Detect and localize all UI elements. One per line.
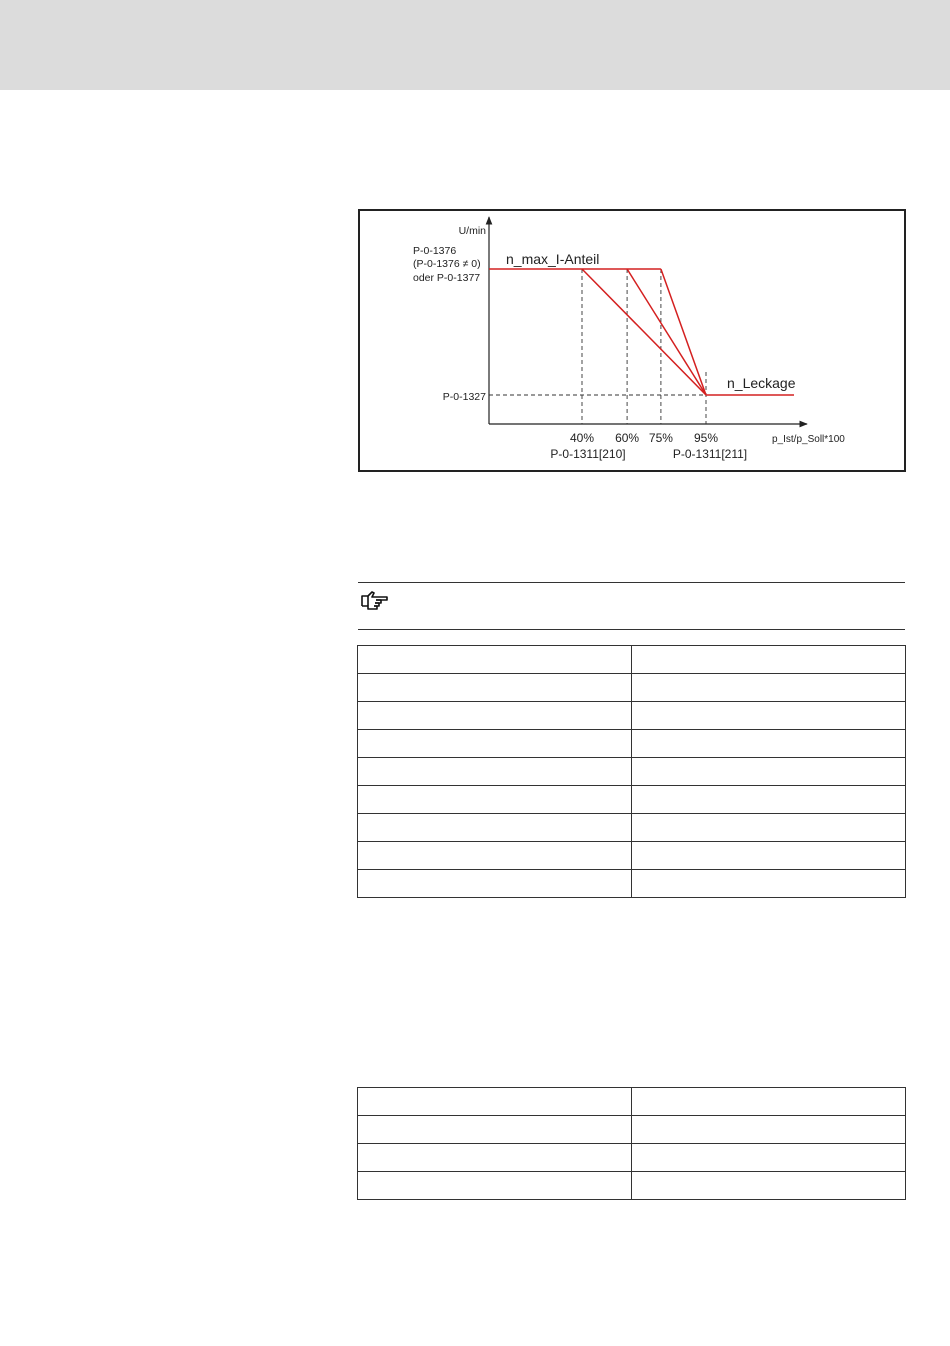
table-cell [632, 1144, 906, 1172]
table-cell [632, 842, 906, 870]
table-cell [358, 674, 632, 702]
y-tick-upper-3: oder P-0-1377 [413, 272, 481, 284]
table-cell [632, 674, 906, 702]
table-row [358, 730, 906, 758]
curve-descent-60 [627, 269, 706, 395]
table-cell [632, 646, 906, 674]
x-tick-label: 60% [615, 431, 640, 445]
y-tick-upper-2: (P-0-1376 ≠ 0) [413, 258, 481, 270]
table-row [358, 1088, 906, 1116]
annotation-n-leckage: n_Leckage [727, 375, 796, 391]
table-cell [632, 730, 906, 758]
x-sublabel-right: P-0-1311[211] [672, 447, 748, 461]
table-cell [632, 786, 906, 814]
table-1 [357, 645, 906, 898]
table-cell [632, 758, 906, 786]
table-cell [358, 1172, 632, 1200]
table-row [358, 674, 906, 702]
table-cell [358, 730, 632, 758]
x-axis-label: p_Ist/p_Soll*100 [772, 434, 845, 445]
table-cell [358, 786, 632, 814]
table-row [358, 870, 906, 898]
table-cell [358, 870, 632, 898]
y-axis-label: U/min [458, 225, 486, 237]
table-cell [632, 1088, 906, 1116]
table-cell [632, 1116, 906, 1144]
x-tick-label: 95% [693, 431, 719, 445]
table-cell [358, 758, 632, 786]
table-cell [358, 646, 632, 674]
table-cell [632, 814, 906, 842]
table-cell [632, 702, 906, 730]
table-cell [358, 702, 632, 730]
note-box [358, 582, 905, 630]
table-row [358, 646, 906, 674]
curve-descent-40 [582, 269, 706, 395]
table-row [358, 1116, 906, 1144]
table-cell [358, 842, 632, 870]
table-row [358, 814, 906, 842]
table-row [358, 786, 906, 814]
table-cell [632, 870, 906, 898]
chart-figure [358, 209, 906, 472]
x-tick-label: 40% [569, 431, 595, 445]
curve-descent-75 [661, 269, 706, 395]
table-2 [357, 1087, 906, 1200]
table-row [358, 702, 906, 730]
y-tick-upper-1: P-0-1376 [413, 245, 457, 257]
x-sublabel-left: P-0-1311[210] [550, 447, 626, 461]
table-cell [358, 814, 632, 842]
table-cell [632, 1172, 906, 1200]
annotation-n-max: n_max_I-Anteil [506, 251, 600, 267]
table-row [358, 842, 906, 870]
table-row [358, 1172, 906, 1200]
table-cell [358, 1088, 632, 1116]
y-tick-lower: P-0-1327 [442, 391, 486, 403]
pointing-hand-icon [359, 587, 391, 611]
x-tick-label: 75% [648, 431, 673, 445]
table-row [358, 1144, 906, 1172]
table-row [358, 758, 906, 786]
table-cell [358, 1144, 632, 1172]
table-cell [358, 1116, 632, 1144]
